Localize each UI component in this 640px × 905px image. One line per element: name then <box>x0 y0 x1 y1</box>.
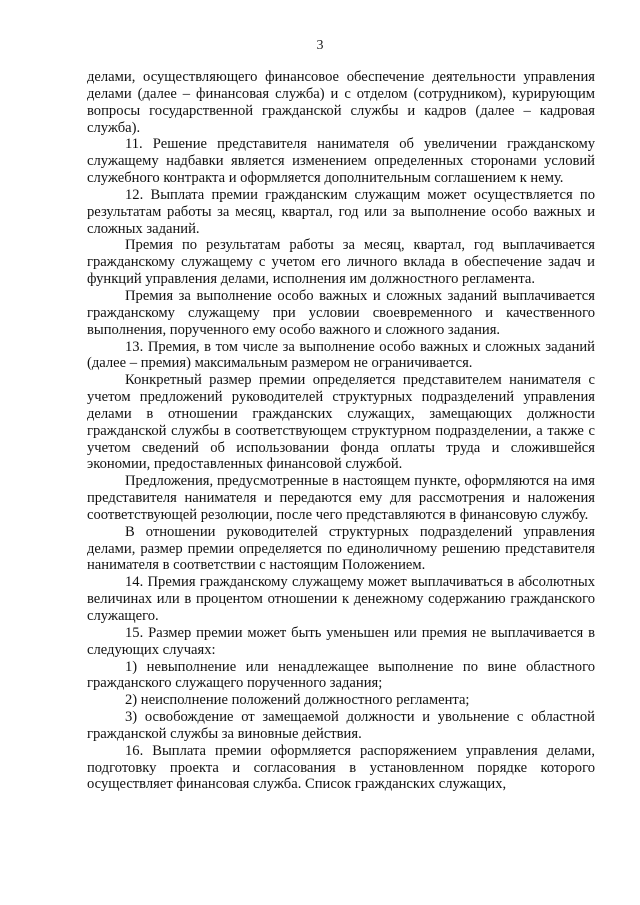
list-item-2: 2) неисполнение положений должностного регламента; <box>125 692 470 709</box>
list-item-3: 3) освобождение от замещаемой должности и увольнение с областной гражданской службы за виновные действия. <box>87 709 595 742</box>
paragraph-bonus-amount: Конкретный размер премии определяется представителем нанимателя с учетом предложений руководителей структурных подразделений управления делами в отношении гражданских служащих, замещающих должности гражданской службы в соответствующем структурном подразделении, а также с учетом сведений об использовании фонда оплаты труда и сложившейся экономии, предоставленных финансовой службой. <box>87 372 595 473</box>
paragraph-proposals: Предложения, предусмотренные в настоящем пункте, оформляются на имя представителя нанимателя и передаются ему для рассмотрения и наложения соответствующей резолюции, после чего представляются в финансовую службу. <box>87 473 595 523</box>
paragraph-heads-bonus: В отношении руководителей структурных подразделений управления делами, размер премии определяется по единоличному решению представителя нанимателя в соответствии с настоящим Положением. <box>87 523 595 574</box>
paragraph-clause-14: 14. Премия гражданскому служащему может выплачиваться в абсолютных величинах или в процентом отношении к денежному содержанию гражданского служащего. <box>87 574 595 624</box>
paragraph-clause-12: 12. Выплата премии гражданским служащим может осуществляется по результатам работы за месяц, квартал, год или за выполнение особо важных и сложных заданий. <box>87 186 595 237</box>
paragraph-clause-15: 15. Размер премии может быть уменьшен или премия не выплачивается в следующих случаях: <box>87 624 595 658</box>
paragraph-clause-11: 11. Решение представителя нанимателя об увеличении гражданскому служащему надбавки является изменением определенных сторонами условий служебного контракта и оформляется дополнительным соглашением к нему. <box>87 136 595 187</box>
paragraph-clause-13: 13. Премия, в том числе за выполнение особо важных и сложных заданий (далее – премия) максимальным размером не ограничивается. <box>87 338 595 372</box>
paragraph-bonus-special-tasks: Премия за выполнение особо важных и сложных заданий выплачивается гражданскому служащему при условии своевременного и качественного выполнения, порученного ему особо важного и сложного задания. <box>87 287 595 338</box>
list-item-1: 1) невыполнение или ненадлежащее выполнение по вине областного гражданского служащего порученного задания; <box>87 658 595 692</box>
paragraph-clause-16: 16. Выплата премии оформляется распоряжением управления делами, подготовку проекта и согласования в установленном порядке которого осуществляет финансовая служба. Список гражданских служащих, <box>87 742 595 793</box>
paragraph-continued: делами, осуществляющего финансовое обеспечение деятельности управления делами (далее – финансовая служба) и с отделом (сотрудником), курирующим вопросы государственной гражданской службы и кадров (далее – кадровая служба). <box>87 69 595 136</box>
document-body <box>87 69 595 793</box>
paragraph-bonus-period: Премия по результатам работы за месяц, квартал, год выплачивается гражданскому служащему с учетом его личного вклада в обеспечение задач и функций управления делами, исполнения им должностного регламента. <box>87 237 595 288</box>
page-number: 3 <box>316 38 324 53</box>
